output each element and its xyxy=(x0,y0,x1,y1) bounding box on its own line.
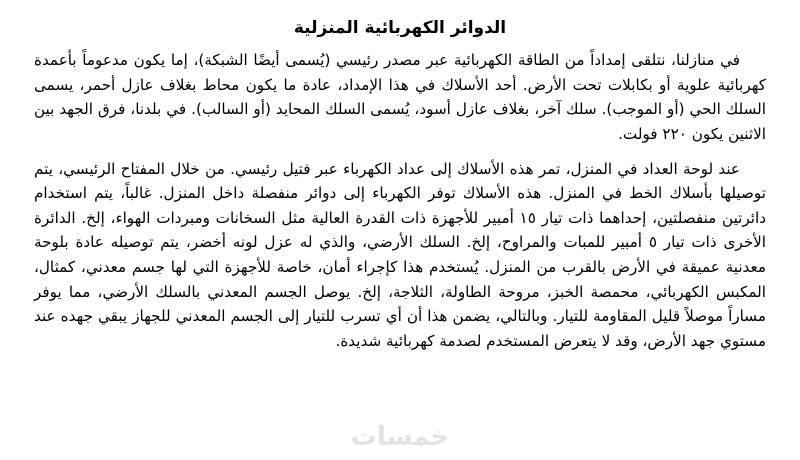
page-title: الدوائر الكهربائية المنزلية xyxy=(293,18,507,38)
body-paragraph-1: في منازلنا، نتلقى إمداداً من الطاقة الكهربائية عبر مصدر رئيسي (يُسمى أيضًا الشبكة)، إما يكون مدعوماً بأعمدة كهربائية علوية أو بكابلات تحت الأرض. أحد الأسلاك في هذا الإمداد، عادة ما يكون محاط بغلاف عازل أحمر، يسمى السلك الحي (أو الموجب). سلك آخر، بغلاف عازل أسود، يُسمى السلك المحايد (أو السالب). في بلدنا، فرق الجهد بين الاثنين يكون ٢٢٠ فولت. xyxy=(34,51,766,143)
body-paragraph-2: عند لوحة العداد في المنزل، تمر هذه الأسلاك إلى عداد الكهرباء عبر فتيل رئيسي. من خلال المفتاح الرئيسي، يتم توصيلها بأسلاك الخط في المنزل. هذه الأسلاك توفر الكهرباء إلى دوائر منفصلة داخل المنزل. غالباً، يتم استخدام دائرتين منفصلتين، إحداهما ذات تيار ١٥ أمبير للأجهزة ذات القدرة العالية مثل السخانات ومبردات الهواء، إلخ. الدائرة الأخرى ذات تيار ٥ أمبير للمبات والمراوح، إلخ. السلك الأرضي، والذي له عزل لونه أخضر، يتم توصيله عادة بلوحة معدنية عميقة في الأرض بالقرب من المنزل. يُستخدم هذا كإجراء أمان، خاصة للأجهزة التي لها جسم معدني، كمثال، المكبس الكهربائي، محمصة الخبز، مروحة الطاولة، الثلاجة، إلخ. يوصل الجسم المعدني بالسلك الأرضي، مما يوفر مساراً موصلاً قليل المقاومة للتيار. وبالتالي، يضمن هذا أن أي تسرب للتيار إلى الجسم المعدني للجهاز يبقي جهده عند مستوي جهد الأرض، وقد لا يتعرض المستخدم لصدمة كهربائية شديدة. xyxy=(34,159,766,350)
watermark: خمسات xyxy=(350,422,450,452)
